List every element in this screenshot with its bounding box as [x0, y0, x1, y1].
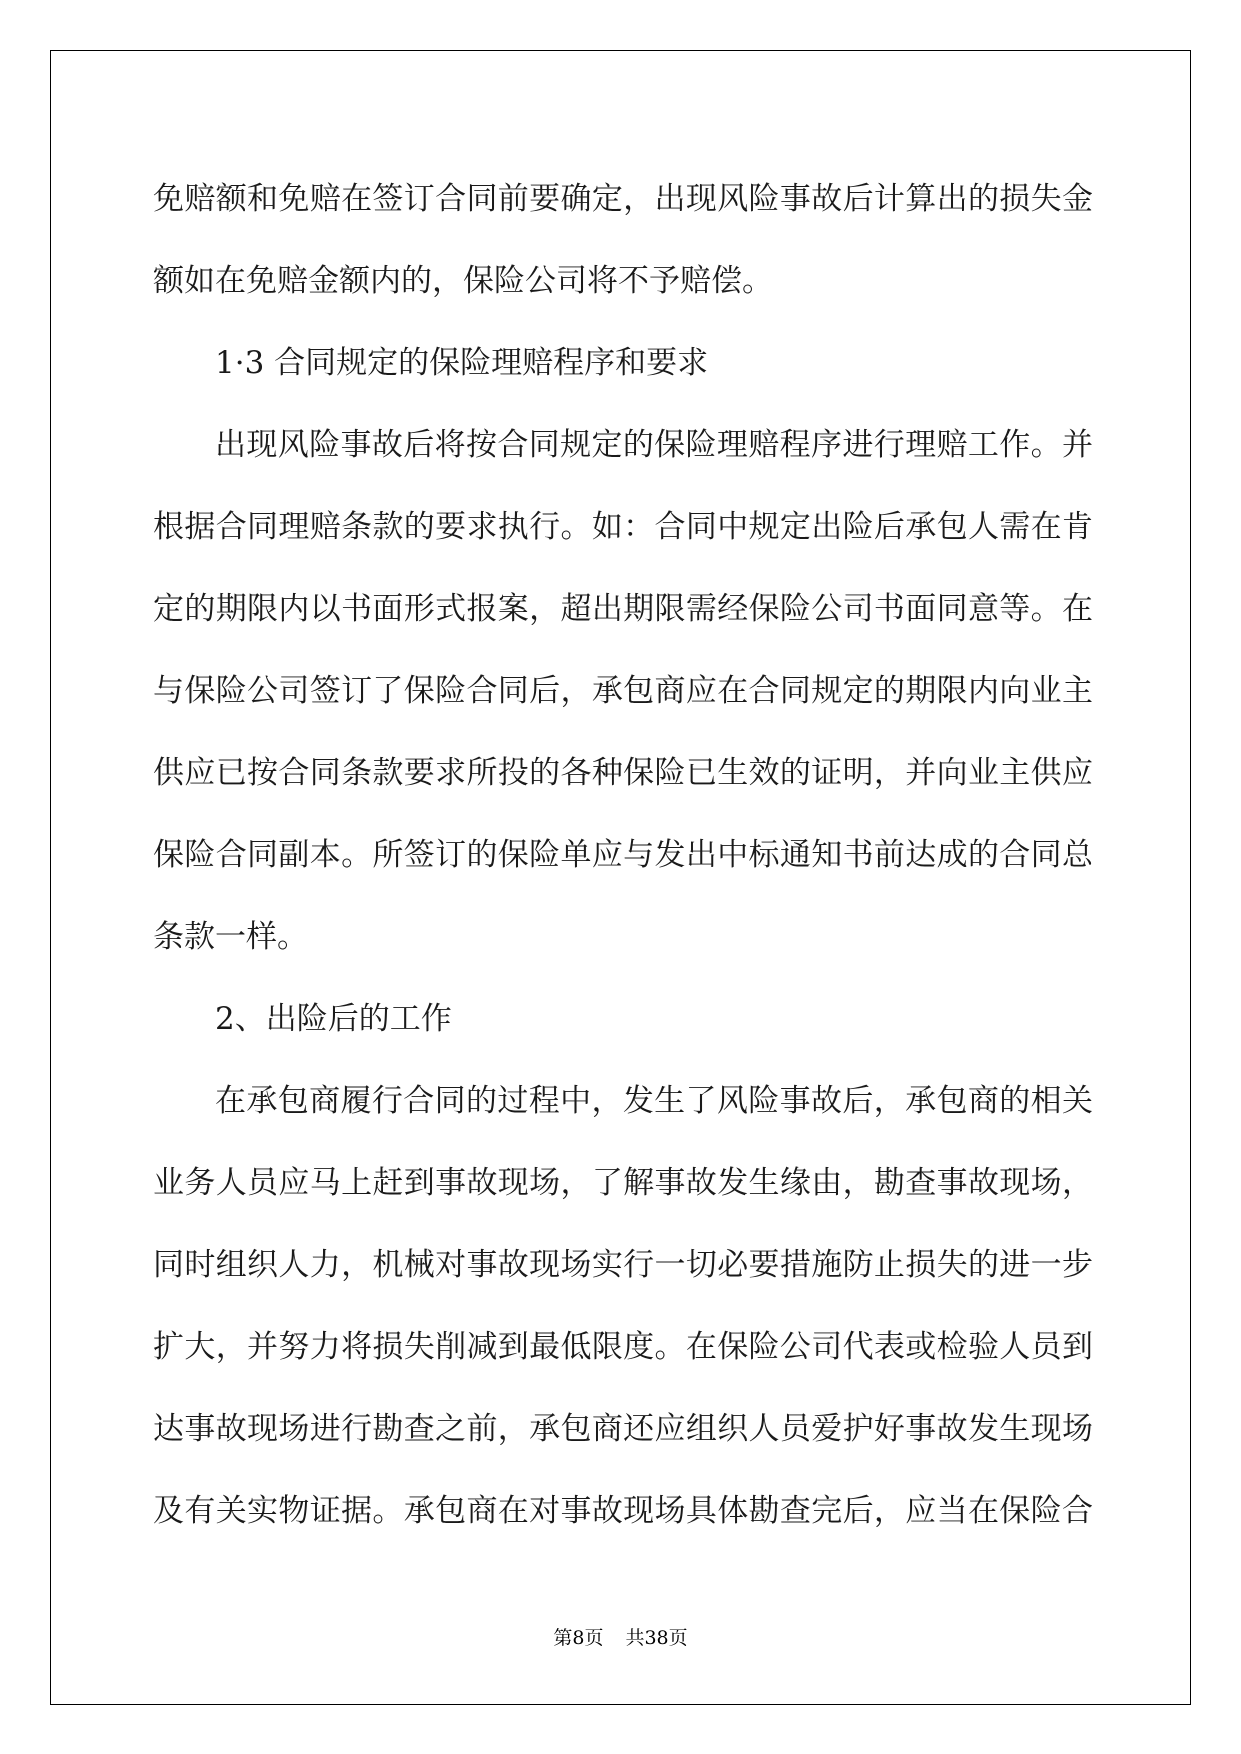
- body-line: 额如在免赔金额内的，保险公司将不予赔偿。: [153, 263, 773, 299]
- body-line: 定的期限内以书面形式报案，超出期限需经保险公司书面同意等。在: [153, 591, 1093, 627]
- section-heading: 2、出险后的工作: [215, 1001, 452, 1037]
- body-line: 条款一样。: [153, 919, 308, 955]
- body-line: 根据合同理赔条款的要求执行。如：合同中规定出险后承包人需在肯: [153, 509, 1093, 545]
- body-line: 达事故现场进行勘查之前，承包商还应组织人员爱护好事故发生现场: [153, 1411, 1093, 1447]
- body-line: 业务人员应马上赶到事故现场，了解事故发生缘由，勘查事故现场，: [153, 1165, 1093, 1201]
- body-line: 免赔额和免赔在签订合同前要确定，出现风险事故后计算出的损失金: [153, 181, 1093, 217]
- body-line: 扩大，并努力将损失削减到最低限度。在保险公司代表或检验人员到: [153, 1329, 1093, 1365]
- body-line: 在承包商履行合同的过程中，发生了风险事故后，承包商的相关: [215, 1083, 1093, 1119]
- document-body: [153, 158, 1093, 1552]
- page-number-current: 第8页: [553, 1627, 604, 1649]
- body-line: 保险合同副本。所签订的保险单应与发出中标通知书前达成的合同总: [153, 837, 1093, 873]
- page-number-total: 共38页: [625, 1627, 688, 1649]
- section-heading: 1·3 合同规定的保险理赔程序和要求: [215, 345, 709, 381]
- body-line: 同时组织人力，机械对事故现场实行一切必要措施防止损失的进一步: [153, 1247, 1093, 1283]
- body-line: 及有关实物证据。承包商在对事故现场具体勘查完后，应当在保险合: [153, 1493, 1093, 1529]
- page-footer: [0, 1626, 1241, 1650]
- body-line: 与保险公司签订了保险合同后，承包商应在合同规定的期限内向业主: [153, 673, 1093, 709]
- body-line: 供应已按合同条款要求所投的各种保险已生效的证明，并向业主供应: [153, 755, 1093, 791]
- body-line: 出现风险事故后将按合同规定的保险理赔程序进行理赔工作。并: [215, 427, 1093, 463]
